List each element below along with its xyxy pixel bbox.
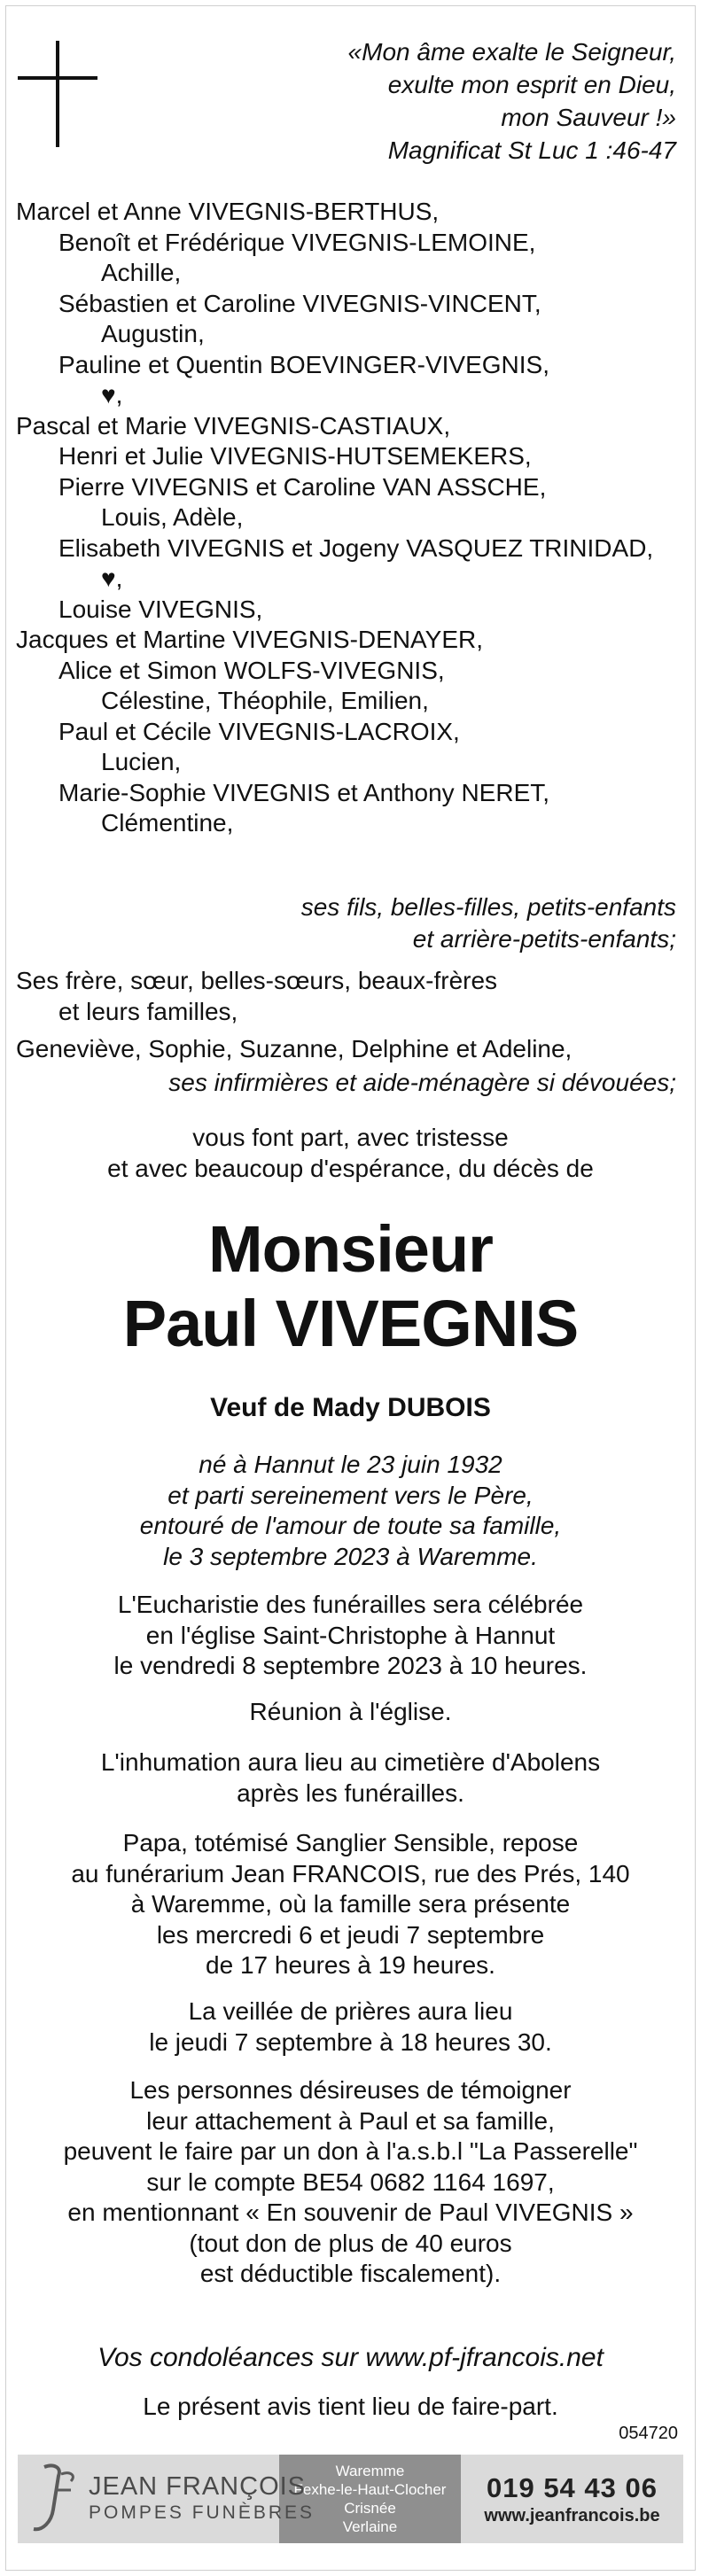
quote-line: «Mon âme exalte le Seigneur,: [347, 38, 676, 66]
funeral-line: le vendredi 8 septembre 2023 à 10 heures.: [113, 1652, 588, 1679]
birth-line: le 3 septembre 2023 à Waremme.: [163, 1542, 538, 1570]
jf-monogram-logo-icon: [18, 2455, 89, 2543]
donation-line: Les personnes désireuses de témoigner: [129, 2076, 572, 2104]
donation-details: [0, 2075, 701, 2290]
family-role: [38, 891, 676, 955]
rest-line: au funérarium Jean FRANCOIS, rue des Prés, 140: [71, 1859, 630, 1887]
rest-line: Papa, totémisé Sanglier Sensible, repose: [122, 1829, 579, 1856]
rest-details: [0, 1828, 701, 1981]
quote-source: Magnificat St Luc 1 :46-47: [387, 136, 676, 164]
family-role-line: ses fils, belles-filles, petits-enfants: [300, 893, 676, 921]
funeral-home-banner: [18, 2455, 683, 2543]
family-member: Clémentine,: [101, 809, 234, 837]
deceased-name: Paul VIVEGNIS: [122, 1287, 579, 1360]
announcement: [0, 1123, 701, 1184]
family-member: Louise VIVEGNIS,: [58, 595, 263, 623]
family-member: Pauline et Quentin BOEVINGER-VIVEGNIS,: [58, 350, 550, 378]
location-item: Crisnée: [344, 2500, 396, 2517]
deceased-name-block: [0, 1212, 701, 1361]
donation-line: est déductible fiscalement).: [199, 2260, 502, 2287]
location-item: Waremme: [335, 2463, 405, 2479]
widower-line: Veuf de Mady DUBOIS: [210, 1393, 491, 1422]
sibling-line: Geneviève, Sophie, Suzanne, Delphine et Adeline,: [16, 1035, 572, 1062]
scripture-quote: [180, 35, 676, 167]
heart-icon: ♥,: [101, 381, 123, 409]
family-member: Paul et Cécile VIVEGNIS-LACROIX,: [58, 717, 460, 745]
birth-line: entouré de l'amour de toute sa famille,: [139, 1512, 562, 1539]
donation-line: (tout don de plus de 40 euros: [189, 2229, 512, 2257]
donation-line: en mentionnant « En souvenir de Paul VIVEGNIS »: [67, 2199, 634, 2226]
birth-line: et parti sereinement vers le Père,: [167, 1481, 534, 1509]
family-member: Louis, Adèle,: [101, 503, 244, 531]
family-member: Alice et Simon WOLFS-VIVEGNIS,: [58, 656, 445, 684]
announcement-line: et avec beaucoup d'espérance, du décès de: [107, 1154, 594, 1182]
family-list: [16, 197, 689, 839]
burial-details: [0, 1747, 701, 1809]
location-item: Verlaine: [342, 2518, 398, 2535]
deceased-title: Monsieur: [208, 1212, 493, 1286]
family-member: Augustin,: [101, 320, 205, 347]
funeral-home-name: JEAN FRANÇOIS: [89, 2472, 307, 2501]
family-member: Marie-Sophie VIVEGNIS et Anthony NERET,: [58, 778, 550, 806]
vigil-details: [0, 1996, 701, 2058]
family-member: Pascal et Marie VIVEGNIS-CASTIAUX,: [16, 411, 451, 440]
location-item: Fexhe-le-Haut-Clocher: [293, 2481, 447, 2498]
family-member: Marcel et Anne VIVEGNIS-BERTHUS,: [16, 198, 440, 225]
notice-line: Le présent avis tient lieu de faire-part.: [143, 2393, 558, 2420]
funeral-line: en l'église Saint-Christophe à Hannut: [145, 1621, 556, 1649]
quote-line: exulte mon esprit en Dieu,: [387, 71, 676, 98]
burial-line: L'inhumation aura lieu au cimetière d'Abolens: [100, 1748, 601, 1776]
family-member: Elisabeth VIVEGNIS et Jogeny VASQUEZ TRINIDAD,: [58, 533, 654, 562]
family-member: Célestine, Théophile, Emilien,: [101, 687, 429, 714]
funeral-home-contact: [461, 2455, 683, 2543]
rest-line: de 17 heures à 19 heures.: [206, 1951, 495, 1979]
quote-line: mon Sauveur !»: [501, 104, 676, 131]
rest-line: les mercredi 6 et jeudi 7 septembre: [156, 1920, 545, 1949]
phone-number: 019 54 43 06: [486, 2472, 658, 2503]
sibling-line: Ses frère, sœur, belles-sœurs, beaux-frères: [16, 967, 498, 994]
caregivers: [38, 1067, 676, 1099]
family-member: Jacques et Martine VIVEGNIS-DENAYER,: [16, 626, 483, 653]
announcement-line: vous font part, avec tristesse: [192, 1124, 509, 1151]
birth-line: né à Hannut le 23 juin 1932: [199, 1451, 502, 1478]
donation-line: peuvent le faire par un don à l'a.s.b.l "La Passerelle": [63, 2137, 638, 2165]
funeral-home-brand: [18, 2455, 315, 2543]
condolences-link: Vos condoléances sur www.pf-jfrancois.net: [97, 2343, 604, 2372]
siblings-list: [16, 966, 689, 1065]
funeral-line: L'Eucharistie des funérailles sera célébrée: [117, 1591, 584, 1618]
sibling-line: et leurs familles,: [58, 997, 238, 1025]
funeral-home-subtitle: POMPES FUNÈBRES: [89, 2502, 315, 2523]
meeting-details: [0, 1697, 701, 1728]
family-member: Sébastien et Caroline VIVEGNIS-VINCENT,: [58, 289, 541, 317]
reference-number: 054720: [619, 2424, 678, 2443]
notice-line-block: [0, 2392, 701, 2423]
donation-line: leur attachement à Paul et sa famille,: [146, 2106, 555, 2135]
family-member: Benoît et Frédérique VIVEGNIS-LEMOINE,: [58, 228, 536, 256]
cross-icon: [18, 41, 97, 147]
family-member: Pierre VIVEGNIS et Caroline VAN ASSCHE,: [58, 472, 547, 501]
birth-death-details: [0, 1450, 701, 1572]
burial-line: après les funérailles.: [237, 1778, 464, 1807]
family-member: Henri et Julie VIVEGNIS-HUTSEMEKERS,: [58, 442, 532, 470]
rest-line: à Waremme, où la famille sera présente: [130, 1890, 571, 1918]
donation-line: sur le compte BE54 0682 1164 1697,: [146, 2167, 555, 2196]
funeral-details: [0, 1590, 701, 1682]
vigil-line: le jeudi 7 septembre à 18 heures 30.: [149, 2027, 552, 2056]
website-link: www.jeanfrancois.be: [484, 2506, 660, 2525]
family-role-line: et arrière-petits-enfants;: [412, 925, 676, 953]
family-member: Lucien,: [101, 748, 182, 775]
family-member: Achille,: [101, 259, 182, 286]
heart-icon: ♥,: [101, 564, 123, 592]
caregivers-line: ses infirmières et aide-ménagère si dévouées;: [168, 1069, 676, 1096]
vigil-line: La veillée de prières aura lieu: [188, 1997, 513, 2025]
meeting-line: Réunion à l'église.: [249, 1698, 452, 1725]
